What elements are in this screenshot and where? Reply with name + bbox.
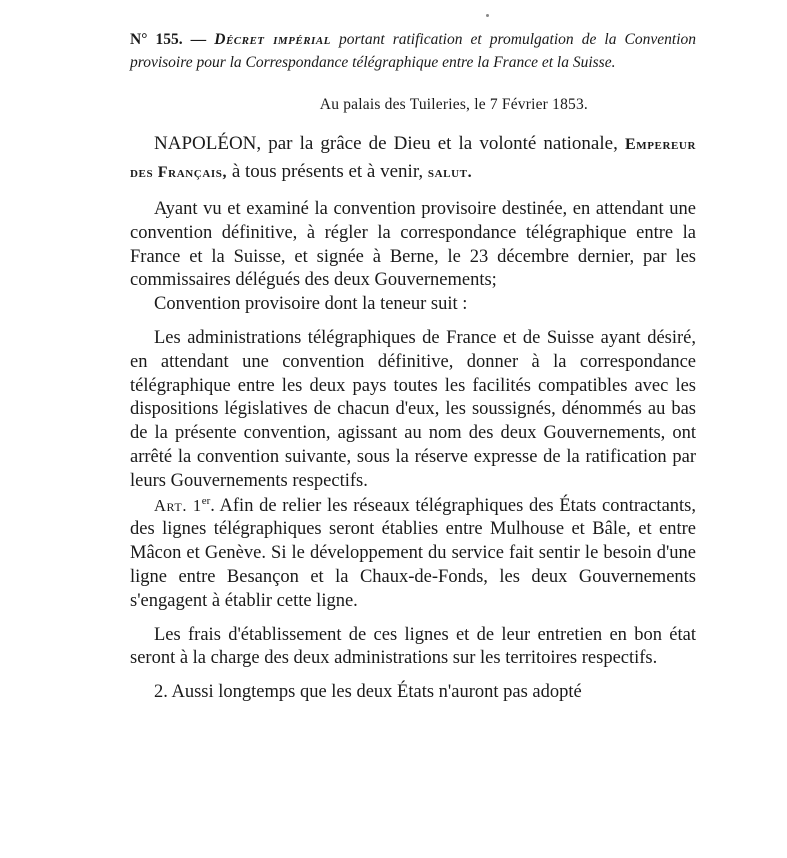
- emperor-title: Empereur des Français,: [130, 136, 697, 181]
- salut: salut.: [427, 164, 473, 181]
- paragraph-frais: Les frais d'établissement de ces lignes et de leur entretien en bon état seront à la charge des deux administrations sur les territoires respectifs.: [130, 624, 696, 669]
- dateline: Au palais des Tuileries, le 7 Février 1853.: [319, 96, 588, 113]
- article-1: [130, 494, 696, 614]
- paragraph-administrations: Les administrations télégraphiques de France et de Suisse ayant désiré, en attendant une convention définitive, donner à la correspondance télégraphique entre les deux pays toutes les facilités compatibles avec les dispositions législatives de chacun d'eux, les soussignés, dénommés au bas de la présente convention, agissant au nom des deux Gouvernements, ont arrêté la convention suivante, sous la réserve expresse de la ratification par leurs Gouvernements respectifs.: [130, 327, 696, 491]
- paragraph-convention-intro: Convention provisoire dont la teneur suit :: [154, 294, 468, 315]
- article-1-text: . Afin de relier les réseaux télégraphiques des États contractants, des lignes télégraphiques seront établies entre Mulhouse et Bâle, et entre Mâcon et Genève. Si le développement du service fait sentir le besoin d'une ligne entre Besançon et la Chaux-de-Fonds, les deux Gouvernements s'engagent à établir cette ligne.: [130, 495, 696, 611]
- scan-speck: [486, 14, 489, 17]
- article-1-superscript: er: [201, 494, 211, 507]
- preamble-line2: à tous présents et à venir,: [231, 161, 424, 182]
- paragraph-ayant-vu: Ayant vu et examiné la convention provisoire destinée, en attendant une convention définitive, à régler la correspondance télégraphique entre la France et la Suisse, et signée à Berne, le 23 décembre dernier, par les commissaires délégués des deux Gouvernements;: [130, 199, 696, 291]
- emperor-name: NAPOLÉON,: [154, 133, 262, 154]
- document-page: [130, 28, 696, 705]
- decree-number: N° 155. —: [130, 31, 207, 48]
- preamble: [130, 130, 696, 186]
- decree-label: Décret impérial: [214, 31, 331, 48]
- preamble-line1: par la grâce de Dieu et la volonté nationale,: [268, 133, 618, 154]
- article-2-start: 2. Aussi longtemps que les deux États n'auront pas adopté: [154, 682, 582, 703]
- decree-heading: [130, 28, 696, 74]
- decree-title: portant ratification et promulgation de la Convention provisoire pour la Correspondance télégraphique entre la France et la Suisse.: [130, 31, 696, 71]
- article-1-label: Art. 1: [154, 495, 202, 515]
